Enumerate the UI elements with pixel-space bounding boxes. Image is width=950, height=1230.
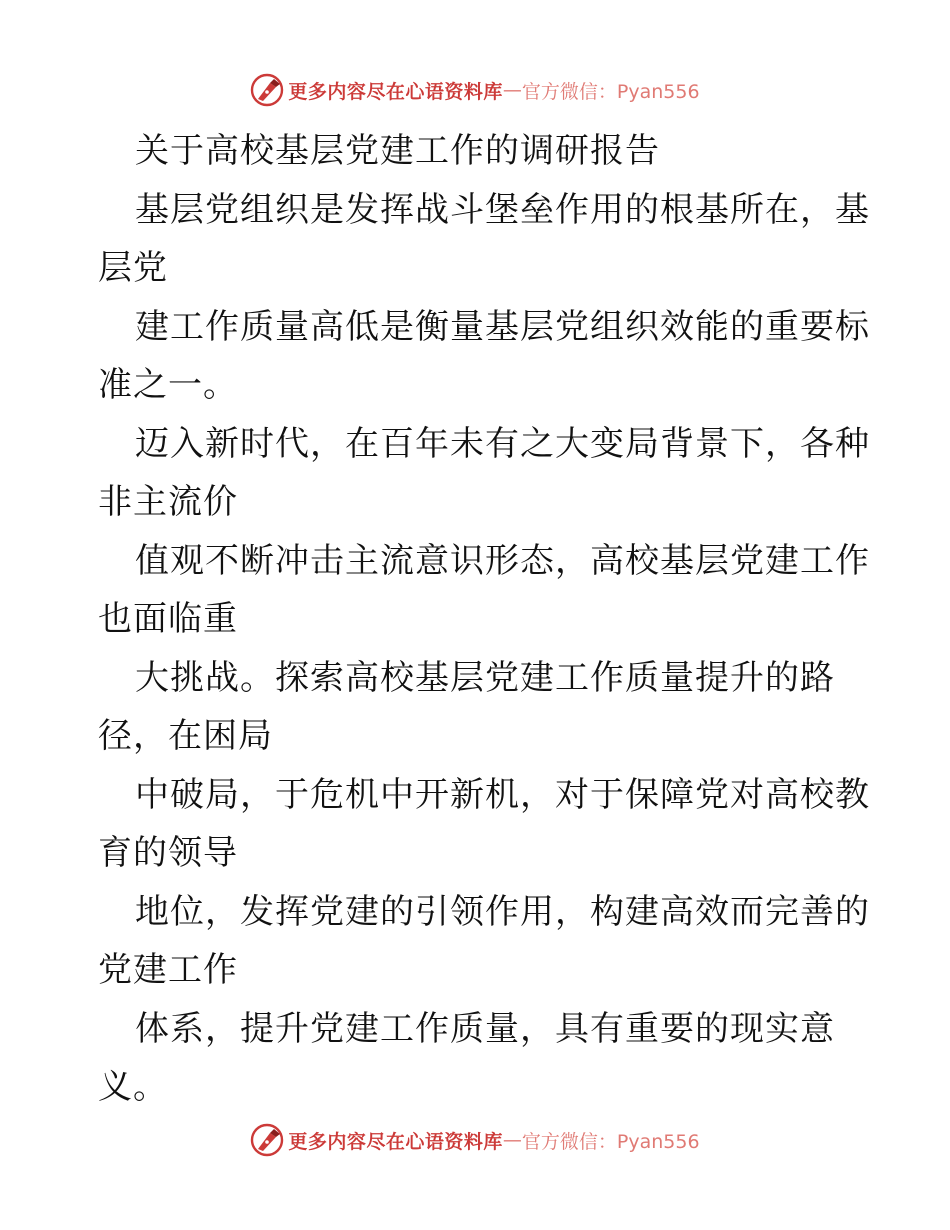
text-line: 体系，提升党建工作质量，具有重要的现实意 [135, 1008, 835, 1049]
banner-brand-text: 更多内容尽在心语资料库 [288, 80, 503, 103]
document-body [98, 122, 878, 1117]
text-line: 非主流价 [98, 482, 238, 522]
text-line: 中破局，于危机中开新机，对于保障党对高校教 [135, 774, 870, 815]
banner-separator: — [502, 1129, 522, 1151]
text-line: 准之一。 [98, 365, 238, 405]
pen-nib-logo-icon [250, 1123, 284, 1157]
pen-nib-logo-icon [250, 73, 284, 107]
text-line: 育的领导 [98, 833, 238, 873]
banner-brand-text: 更多内容尽在心语资料库 [288, 1130, 503, 1153]
text-line: 大挑战。探索高校基层党建工作质量提升的路 [135, 657, 835, 698]
text-line: 也面临重 [98, 599, 238, 639]
text-line: 地位，发挥党建的引领作用，构建高效而完善的 [135, 891, 870, 932]
footer-banner [0, 1120, 950, 1160]
text-line: 迈入新时代，在百年未有之大变局背景下，各种 [135, 423, 870, 464]
document-title: 关于高校基层党建工作的调研报告 [135, 131, 660, 171]
text-line: 建工作质量高低是衡量基层党组织效能的重要标 [135, 306, 870, 347]
text-line: 径，在困局 [98, 716, 273, 756]
banner-separator: — [502, 79, 522, 101]
banner-wechat-text: 官方微信：Pyan556 [521, 80, 700, 103]
text-line: 党建工作 [98, 950, 238, 990]
text-line: 值观不断冲击主流意识形态，高校基层党建工作 [135, 540, 870, 581]
text-line: 基层党组织是发挥战斗堡垒作用的根基所在，基 [135, 189, 870, 230]
banner-wechat-text: 官方微信：Pyan556 [521, 1130, 700, 1153]
text-line: 义。 [98, 1067, 168, 1107]
header-banner [0, 70, 950, 110]
text-line: 层党 [98, 248, 168, 288]
